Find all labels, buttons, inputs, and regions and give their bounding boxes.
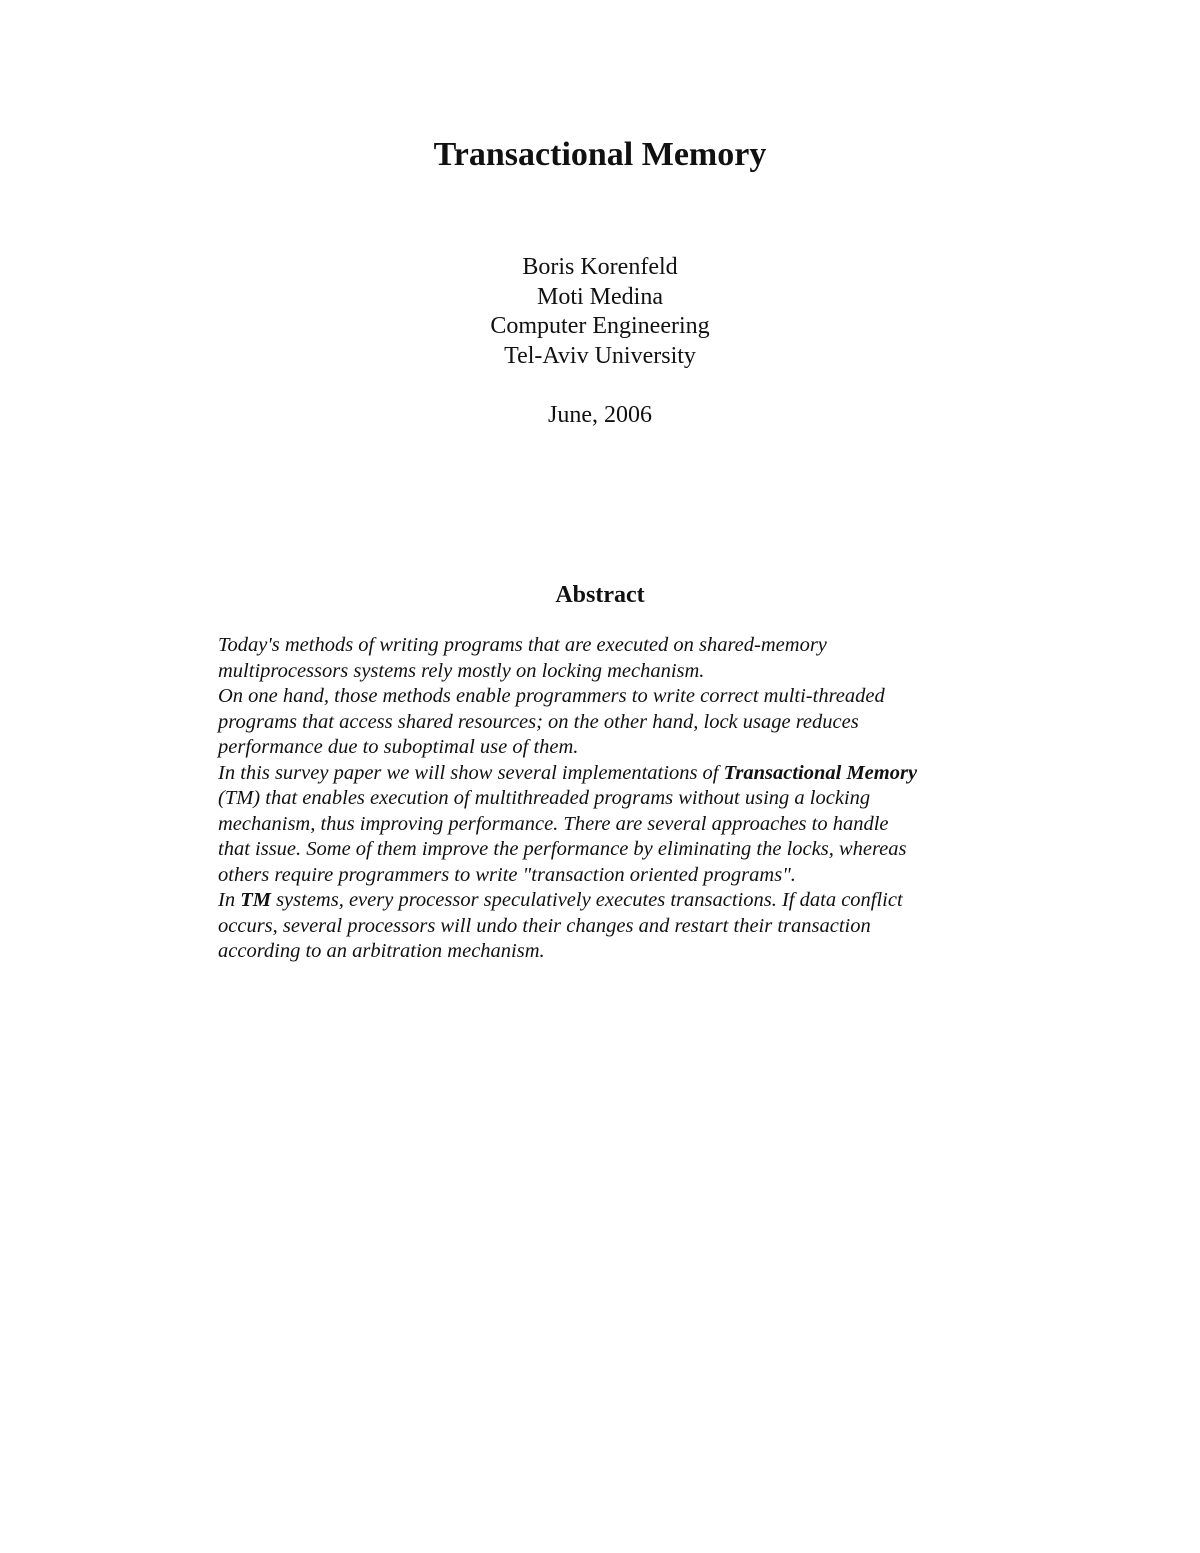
paper-date: June, 2006: [548, 402, 652, 428]
author-name: Boris Korenfeld: [522, 254, 678, 280]
abstract-body: [218, 633, 988, 965]
abstract-text-segment: In this survey paper we will show several implementations of: [218, 761, 724, 784]
abstract-line: that issue. Some of them improve the performance by eliminating the locks, whereas: [218, 838, 907, 860]
abstract-emphasis: Transactional Memory: [723, 761, 918, 784]
abstract-line: [218, 888, 988, 914]
abstract-line: performance due to suboptimal use of them.: [218, 736, 579, 758]
author-block: [0, 253, 1200, 371]
abstract-line: programs that access shared resources; on the other hand, lock usage reduces: [218, 710, 859, 733]
abstract-line: according to an arbitration mechanism.: [218, 940, 545, 962]
abstract-line: [218, 786, 988, 812]
abstract-line: mechanism, thus improving performance. There are several approaches to handle: [218, 812, 889, 835]
abstract-text-segment: (TM): [218, 787, 261, 809]
abstract-heading: Abstract: [555, 582, 645, 608]
abstract-line: On one hand, those methods enable programmers to write correct multi-threaded: [218, 685, 885, 707]
abstract-line: [218, 761, 988, 787]
abstract-text-segment: In: [218, 889, 241, 911]
abstract-emphasis: TM: [240, 889, 271, 911]
abstract-text-segment: that enables execution of multithreaded programs without using a locking: [260, 787, 871, 809]
abstract-line: others require programmers to write "transaction oriented programs".: [218, 863, 796, 886]
abstract-text-segment: systems, every processor speculatively executes transactions. If data conflict: [270, 889, 903, 911]
author-name: Moti Medina: [537, 283, 663, 310]
author-university: Tel-Aviv University: [504, 342, 696, 369]
abstract-line: occurs, several processors will undo their changes and restart their transaction: [218, 914, 871, 937]
paper-title: Transactional Memory: [433, 136, 767, 173]
abstract-line: multiprocessors systems rely mostly on locking mechanism.: [218, 659, 705, 682]
abstract-line: Today's methods of writing programs that are executed on shared-memory: [218, 634, 827, 656]
author-department: Computer Engineering: [490, 313, 710, 339]
